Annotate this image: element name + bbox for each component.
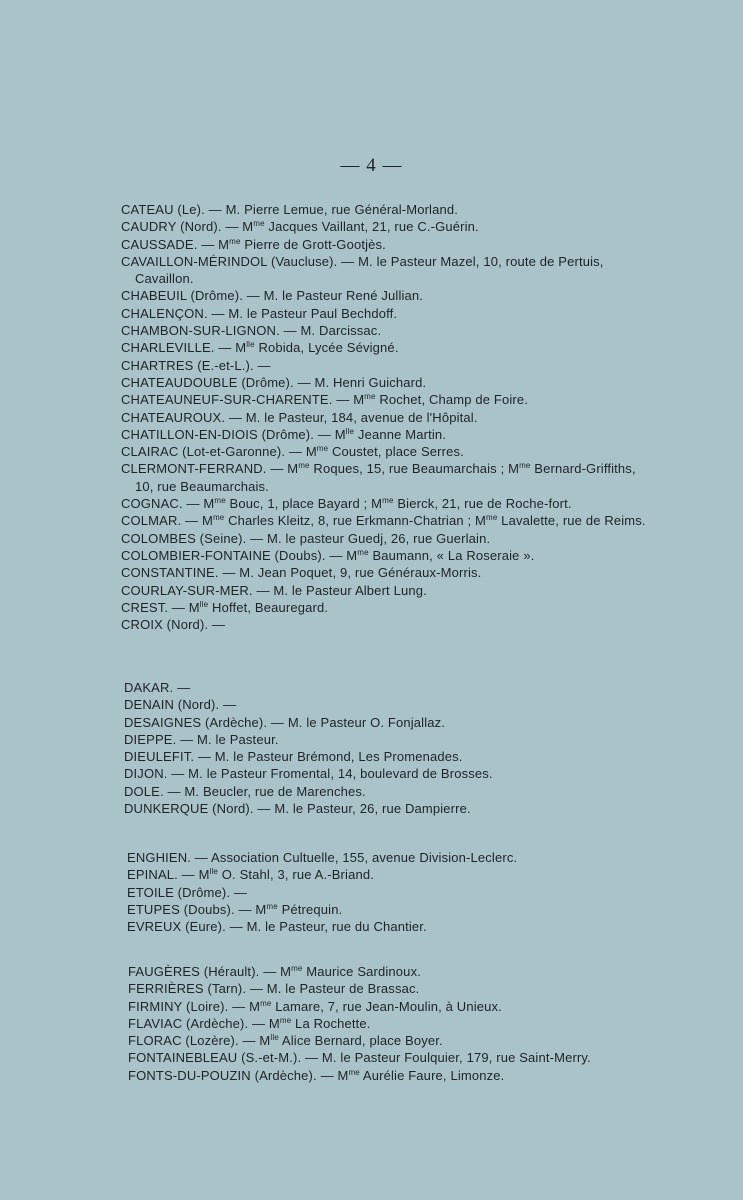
entry-text: FERRIÈRES (Tarn). — M. le Pasteur de Brassac.	[128, 981, 420, 997]
directory-entry	[128, 1067, 663, 1084]
entry-text: CHARTRES (E.-et-L.). —	[121, 357, 271, 373]
directory-entry	[128, 963, 663, 980]
directory-entry	[121, 409, 651, 426]
entry-text: CHARLEVILLE. — M	[121, 340, 247, 356]
directory-entry	[121, 616, 651, 633]
directory-entry	[121, 530, 651, 547]
directory-entry	[127, 866, 647, 883]
entry-text: ENGHIEN. — Association Cultuelle, 155, avenue Division-Leclerc.	[127, 850, 518, 865]
entry-text: EVREUX (Eure). — M. le Pasteur, rue du Chantier.	[127, 919, 427, 935]
directory-entry	[121, 443, 651, 460]
entry-text: Baumann, « La Roseraie ».	[368, 547, 535, 563]
title-superscript: me	[279, 1015, 292, 1025]
directory-entry	[124, 696, 644, 713]
entry-text: CLERMONT-FERRAND. — M	[121, 461, 299, 477]
title-superscript: me	[357, 547, 369, 557]
title-superscript: me	[260, 998, 272, 1008]
entry-text: FIRMINY (Loire). — M	[128, 998, 261, 1014]
entry-text: Aurélie Faure, Limonze.	[359, 1067, 505, 1083]
title-superscript: me	[253, 219, 265, 229]
entry-text: COGNAC. — M	[121, 496, 215, 512]
entry-text: CAVAILLON-MÉRINDOL (Vaucluse). — M. le Pasteur Mazel, 10, route de Pertuis, Cavaillon.	[121, 253, 604, 287]
entry-text: O. Stahl, 3, rue A.-Briand.	[218, 867, 374, 883]
title-superscript: lle	[209, 867, 219, 877]
entry-text: CHATEAUROUX. — M. le Pasteur, 184, avenue de l'Hôpital.	[121, 409, 478, 425]
entry-text: Jacques Vaillant, 21, rue C.-Guérin.	[264, 219, 479, 235]
directory-entry	[121, 426, 651, 443]
entry-text: FAUGÈRES (Hérault). — M	[128, 964, 292, 979]
directory-entry	[121, 582, 651, 599]
entry-text: Pierre de Grott-Gootjès.	[240, 236, 386, 252]
title-superscript: me	[212, 513, 225, 523]
entry-text: FONTS-DU-POUZIN (Ardèche). — M	[128, 1067, 349, 1083]
title-superscript: me	[316, 444, 329, 454]
entry-text: CLAIRAC (Lot-et-Garonne). — M	[121, 444, 317, 460]
entry-text: ETUPES (Doubs). — M	[127, 901, 267, 917]
title-superscript: me	[298, 461, 310, 471]
directory-entry	[121, 201, 651, 218]
entry-text: Bierck, 21, rue de Roche-fort.	[393, 496, 572, 512]
entry-text: FONTAINEBLEAU (S.-et-M.). — M. le Pasteur Foulquier, 179, rue Saint-Merry.	[128, 1050, 591, 1066]
directory-entry	[124, 714, 644, 731]
entry-text: EPINAL. — M	[127, 867, 210, 883]
directory-entry	[127, 901, 647, 918]
title-superscript: me	[364, 392, 376, 402]
title-superscript: lle	[345, 426, 355, 436]
directory-entry	[128, 980, 663, 997]
entry-text: DESAIGNES (Ardèche). — M. le Pasteur O. Fonjallaz.	[124, 714, 446, 730]
title-superscript: me	[382, 496, 394, 506]
entry-text: CHAMBON-SUR-LIGNON. — M. Darcissac.	[121, 323, 382, 339]
directory-entry	[128, 1032, 663, 1049]
directory-entry	[128, 998, 663, 1015]
directory-entry	[121, 547, 651, 564]
directory-entry	[124, 748, 644, 765]
section-d-entries	[124, 679, 644, 817]
page-number: — 4 —	[340, 155, 403, 176]
section-e-entries	[127, 849, 647, 935]
directory-entry	[121, 305, 651, 322]
entry-text: COLOMBIER-FONTAINE (Doubs). — M	[121, 547, 358, 563]
entry-text: Pétrequin.	[277, 901, 343, 917]
directory-entry	[124, 679, 644, 696]
entry-text: COLOMBES (Seine). — M. le pasteur Guedj, 26, rue Guerlain.	[121, 530, 491, 546]
entry-text: CHALENÇON. — M. le Pasteur Paul Bechdoff.	[121, 305, 398, 321]
entry-text: CHATILLON-EN-DIOIS (Drôme). — M	[121, 426, 346, 442]
entry-text: CATEAU (Le). — M. Pierre Lemue, rue Général-Morland.	[121, 202, 459, 217]
entry-text: Hoffet, Beauregard.	[208, 599, 329, 615]
directory-entry	[121, 391, 651, 408]
entry-text: ETOILE (Drôme). —	[127, 884, 248, 900]
entry-text: CAUSSADE. — M	[121, 236, 230, 252]
section-f-entries	[128, 963, 663, 1084]
entry-text: COLMAR. — M	[121, 513, 213, 529]
directory-entry	[128, 1015, 663, 1032]
entry-text: CONSTANTINE. — M. Jean Poquet, 9, rue Généraux-Morris.	[121, 565, 482, 581]
entry-text: CHABEUIL (Drôme). — M. le Pasteur René Jullian.	[121, 288, 424, 304]
directory-entry	[124, 765, 644, 782]
entry-text: Maurice Sardinoux.	[302, 964, 421, 979]
title-superscript: lle	[270, 1033, 279, 1043]
title-superscript: me	[486, 513, 498, 523]
entry-text: CROIX (Nord). —	[121, 617, 226, 633]
entry-text: CREST. — M	[121, 599, 200, 615]
directory-entry	[121, 460, 651, 495]
directory-entry	[121, 512, 651, 529]
entry-text: Bernard-Griffiths, 10, rue Beaumarchais.	[135, 461, 636, 494]
entry-text: Jeanne Martin.	[354, 426, 447, 442]
entry-text: La Rochette.	[291, 1015, 371, 1031]
entry-text: Rochet, Champ de Foire.	[375, 392, 529, 408]
directory-entry	[121, 564, 651, 581]
title-superscript: me	[348, 1067, 360, 1077]
title-superscript: me	[214, 496, 226, 506]
entry-text: DUNKERQUE (Nord). — M. le Pasteur, 26, rue Dampierre.	[124, 801, 471, 817]
directory-entry	[121, 218, 651, 235]
entry-text: Lavalette, rue de Reims.	[497, 513, 646, 529]
entry-text: DIEPPE. — M. le Pasteur.	[124, 731, 279, 747]
directory-entry	[124, 783, 644, 800]
directory-entry	[127, 849, 647, 866]
directory-entry	[121, 339, 651, 356]
entry-text: CHATEAUDOUBLE (Drôme). — M. Henri Guichard.	[121, 374, 427, 390]
entry-text: CHATEAUNEUF-SUR-CHARENTE. — M	[121, 392, 365, 408]
entry-text: Lamare, 7, rue Jean-Moulin, à Unieux.	[271, 998, 502, 1014]
directory-entry	[124, 800, 644, 817]
title-superscript: lle	[199, 599, 209, 609]
entry-text: Charles Kleitz, 8, rue Erkmann-Chatrian ; M	[224, 513, 486, 529]
directory-entry	[121, 253, 651, 288]
directory-entry	[121, 374, 651, 391]
section-c-entries	[121, 201, 651, 633]
entry-text: DIEULEFIT. — M. le Pasteur Brémond, Les Promenades.	[124, 749, 463, 765]
title-superscript: lle	[246, 340, 255, 350]
entry-text: DENAIN (Nord). —	[124, 697, 237, 713]
directory-entry	[121, 495, 651, 512]
directory-entry	[121, 287, 651, 304]
title-superscript: me	[266, 901, 278, 911]
directory-entry	[121, 322, 651, 339]
entry-text: Coustet, place Serres.	[328, 444, 464, 460]
title-superscript: me	[291, 964, 303, 973]
directory-entry	[121, 357, 651, 374]
entry-text: DAKAR. —	[124, 680, 191, 695]
directory-entry	[121, 599, 651, 616]
directory-entry	[121, 236, 651, 253]
entry-text: COURLAY-SUR-MER. — M. le Pasteur Albert Lung.	[121, 582, 427, 598]
entry-text: FLAVIAC (Ardèche). — M	[128, 1015, 280, 1031]
directory-entry	[124, 731, 644, 748]
entry-text: Bouc, 1, place Bayard ; M	[225, 496, 383, 512]
entry-text: DOLE. — M. Beucler, rue de Marenches.	[124, 783, 366, 799]
title-superscript: me	[519, 461, 531, 471]
directory-entry	[127, 918, 647, 935]
title-superscript: me	[229, 236, 241, 246]
directory-entry	[127, 884, 647, 901]
entry-text: CAUDRY (Nord). — M	[121, 219, 254, 235]
directory-entry	[128, 1049, 663, 1066]
entry-text: Alice Bernard, place Boyer.	[278, 1033, 443, 1049]
entry-text: FLORAC (Lozère). — M	[128, 1033, 271, 1049]
entry-text: DIJON. — M. le Pasteur Fromental, 14, boulevard de Brosses.	[124, 766, 493, 782]
entry-text: Robida, Lycée Sévigné.	[254, 340, 399, 356]
entry-text: Roques, 15, rue Beaumarchais ; M	[309, 461, 520, 477]
